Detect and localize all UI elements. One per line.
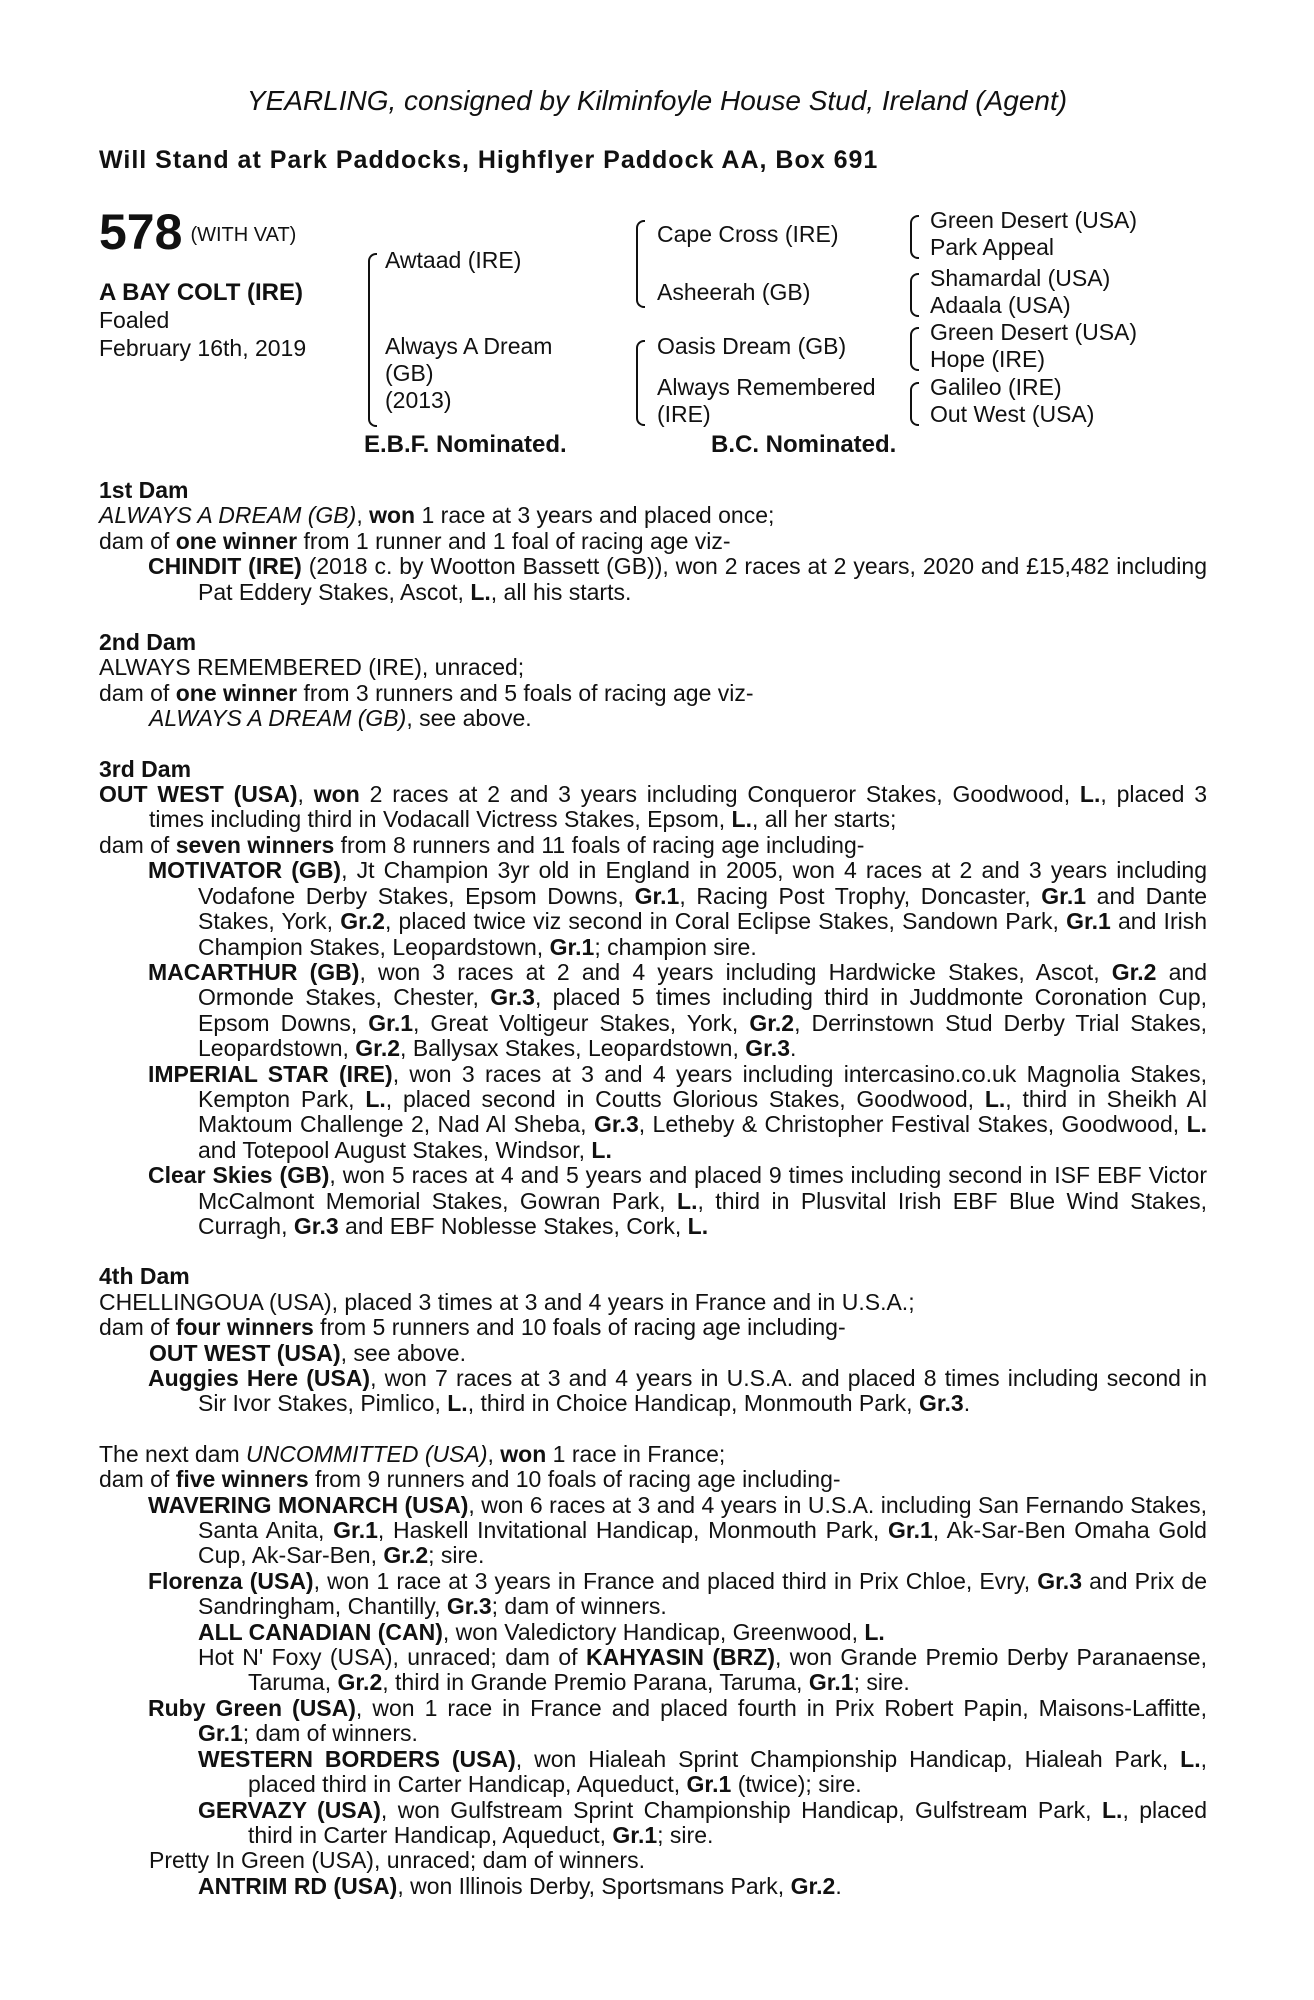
progeny-entry: ALL CANADIAN (CAN), won Valedictory Handicap, Greenwood, L. [198,1618,885,1645]
bc-nomination: B.C. Nominated. [711,431,897,458]
progeny-entry: Florenza (USA), won 1 race at 3 years in France and placed third in Prix Chloe, Evry, Gr.3 and Prix de Sandringham, Chantilly, Gr.3; dam of winners. [148,1567,1207,1620]
progeny-entry: Pretty In Green (USA), unraced; dam of winners. [149,1847,645,1874]
section-title: 3rd Dam [99,755,192,782]
pedigree-dam-1: Always A Dream [385,333,553,359]
paragraph: dam of four winners from 5 runners and 10 foals of racing age including- [99,1314,846,1341]
horse-name: A BAY COLT (IRE) [99,279,304,306]
progeny-entry: OUT WEST (USA), see above. [149,1339,466,1366]
section-title: 2nd Dam [99,629,197,656]
foaled-label: Foaled [99,307,170,333]
paragraph: dam of one winner from 3 runners and 5 foals of racing age viz- [99,679,754,706]
progeny-entry: WESTERN BORDERS (USA), won Hialeah Sprint Championship Handicap, Hialeah Park, L., placed third in Carter Handicap, Aqueduct, Gr.1 (twice); sire. [198,1745,1208,1798]
pedigree-dam-3: (2013) [385,387,452,413]
pedigree-dsd: Hope (IRE) [930,346,1046,372]
pedigree-brace-3b [910,273,919,317]
pedigree-brace-3a [910,215,919,259]
progeny-entry: Hot N' Foxy (USA), unraced; dam of KAHYASIN (BRZ), won Grande Premio Derby Paranaense, Taruma, Gr.2, third in Grande Premio Parana, Taruma, Gr.1; sire. [198,1644,1207,1696]
paragraph: The next dam UNCOMMITTED (USA), won 1 race in France; [99,1440,726,1467]
stand-location: Will Stand at Park Paddocks, Highflyer Paddock AA, Box 691 [99,146,879,174]
pedigree-dds: Galileo (IRE) [930,374,1062,400]
pedigree-brace-3c [910,327,919,371]
progeny-entry: WAVERING MONARCH (USA), won 6 races at 3 and 4 years in U.S.A. including San Fernando Stakes, Santa Anita, Gr.1, Haskell Invitational Handicap, Monmouth Park, Gr.1, Ak-Sar-Ben Omaha Gold Cup, Ak-Sar-Ben, Gr.2; sire. [148,1491,1207,1569]
pedigree-sss: Green Desert (USA) [930,207,1138,233]
pedigree-sdd: Adaala (USA) [930,292,1071,318]
progeny-entry: ALWAYS A DREAM (GB), see above. [149,705,532,732]
ebf-nomination: E.B.F. Nominated. [364,431,567,458]
pedigree-sire-dam: Asheerah (GB) [657,279,811,305]
lot-number-value: 578 [99,204,183,260]
progeny-entry: CHINDIT (IRE) (2018 c. by Wootton Bassett (GB)), won 2 races at 2 years, 2020 and £15,482 including Pat Eddery Stakes, Ascot, L., all his starts. [148,553,1207,605]
progeny-entry: Ruby Green (USA), won 1 race in France and placed fourth in Prix Robert Papin, Maisons-Laffitte, Gr.1; dam of winners. [148,1694,1207,1747]
progeny-entry: IMPERIAL STAR (IRE), won 3 races at 3 and 4 years including intercasino.co.uk Magnolia Stakes, Kempton Park, L., placed second in Coutts Glorious Stakes, Goodwood, L., third in Sheikh Al Maktoum Challenge 2, Nad Al Sheba, Gr.3, Letheby & Christopher Festival Stakes, Goodwood, L. and Totepool August Stakes, Windsor, L. [148,1060,1208,1163]
page-title: YEARLING, consigned by Kilminfoyle House Stud, Ireland (Agent) [246,85,1068,116]
progeny-entry: MOTIVATOR (GB), Jt Champion 3yr old in England in 2005, won 4 races at 2 and 3 years including Vodafone Derby Stakes, Epsom Downs, Gr.1, Racing Post Trophy, Doncaster, Gr.1 and Dante Stakes, York, Gr.2, placed twice viz second in Coral Eclipse Stakes, Sandown Park, Gr.1 and Irish Champion Stakes, Leopardstown, Gr.1; champion sire. [148,857,1208,960]
foaled-date: February 16th, 2019 [99,335,307,361]
progeny-entry: Clear Skies (GB), won 5 races at 4 and 5 years and placed 9 times including second in ISF EBF Victor McCalmont Memorial Stakes, Gowran Park, L., third in Plusvital Irish EBF Blue Wind Stakes, Curragh, Gr.3 and EBF Noblesse Stakes, Cork, L. [148,1162,1208,1239]
pedigree-sds: Shamardal (USA) [930,265,1111,291]
first-dam-section [99,478,1207,605]
next-dam-section [99,1442,1207,1899]
paragraph: CHELLINGOUA (USA), placed 3 times at 3 and 4 years in France and in U.S.A.; [99,1288,915,1315]
pedigree-sire: Awtaad (IRE) [385,247,522,273]
paragraph: dam of five winners from 9 runners and 10 foals of racing age including- [99,1466,841,1493]
section-title: 4th Dam [99,1263,190,1290]
paragraph: ALWAYS A DREAM (GB), won 1 race at 3 years and placed once; [99,502,775,529]
pedigree-sire-sire: Cape Cross (IRE) [657,221,839,247]
pedigree-dam-dam-1: Always Remembered [657,374,876,400]
pedigree-dam-2: (GB) [385,360,434,386]
paragraph: dam of seven winners from 8 runners and 11 foals of racing age including- [99,831,865,858]
paragraph: dam of one winner from 1 runner and 1 foal of racing age viz- [99,527,731,554]
progeny-entry: Auggies Here (USA), won 7 races at 3 and 4 years in U.S.A. and placed 8 times including second in Sir Ivor Stakes, Pimlico, L., third in Choice Handicap, Monmouth Park, Gr.3. [148,1365,1207,1417]
paragraph: ALWAYS REMEMBERED (IRE), unraced; [99,654,525,681]
second-dam-section [99,630,1207,732]
produce-record [99,478,1207,1924]
progeny-entry: ANTRIM RD (USA), won Illinois Derby, Sportsmans Park, Gr.2. [198,1872,842,1899]
progeny-entry: MACARTHUR (GB), won 3 races at 2 and 4 years including Hardwicke Stakes, Ascot, Gr.2 and Ormonde Stakes, Chester, Gr.3, placed 5 times including third in Juddmonte Coronation Cup, Epsom Downs, Gr.1, Great Voltigeur Stakes, York, Gr.2, Derrinstown Stud Derby Trial Stakes, Leopardstown, Gr.2, Ballysax Stakes, Leopardstown, Gr.3. [148,958,1208,1062]
pedigree-ddd: Out West (USA) [930,401,1095,427]
lot-number [99,205,296,259]
section-title: 1st Dam [99,477,189,503]
pedigree-ssd: Park Appeal [930,234,1055,260]
vat-note: (WITH VAT) [190,224,297,246]
pedigree-brace-3d [910,382,919,426]
pedigree-dam-sire: Oasis Dream (GB) [657,333,847,359]
paragraph: OUT WEST (USA), won 2 races at 2 and 3 years including Conqueror Stakes, Goodwood, L., placed 3 times including third in Vodacall Victress Stakes, Epsom, L., all her starts; [99,781,1207,833]
pedigree-brace-2b [636,340,645,426]
pedigree-brace-2a [636,220,645,308]
pedigree-dss: Green Desert (USA) [930,319,1138,345]
third-dam-section [99,757,1207,1240]
progeny-entry: GERVAZY (USA), won Gulfstream Sprint Championship Handicap, Gulfstream Park, L., placed third in Carter Handicap, Aqueduct, Gr.1; sire. [198,1796,1207,1848]
fourth-dam-section [99,1264,1207,1416]
foaled-info [99,306,306,362]
pedigree-brace-1 [368,253,377,427]
pedigree-dam-dam-2: (IRE) [657,401,711,427]
